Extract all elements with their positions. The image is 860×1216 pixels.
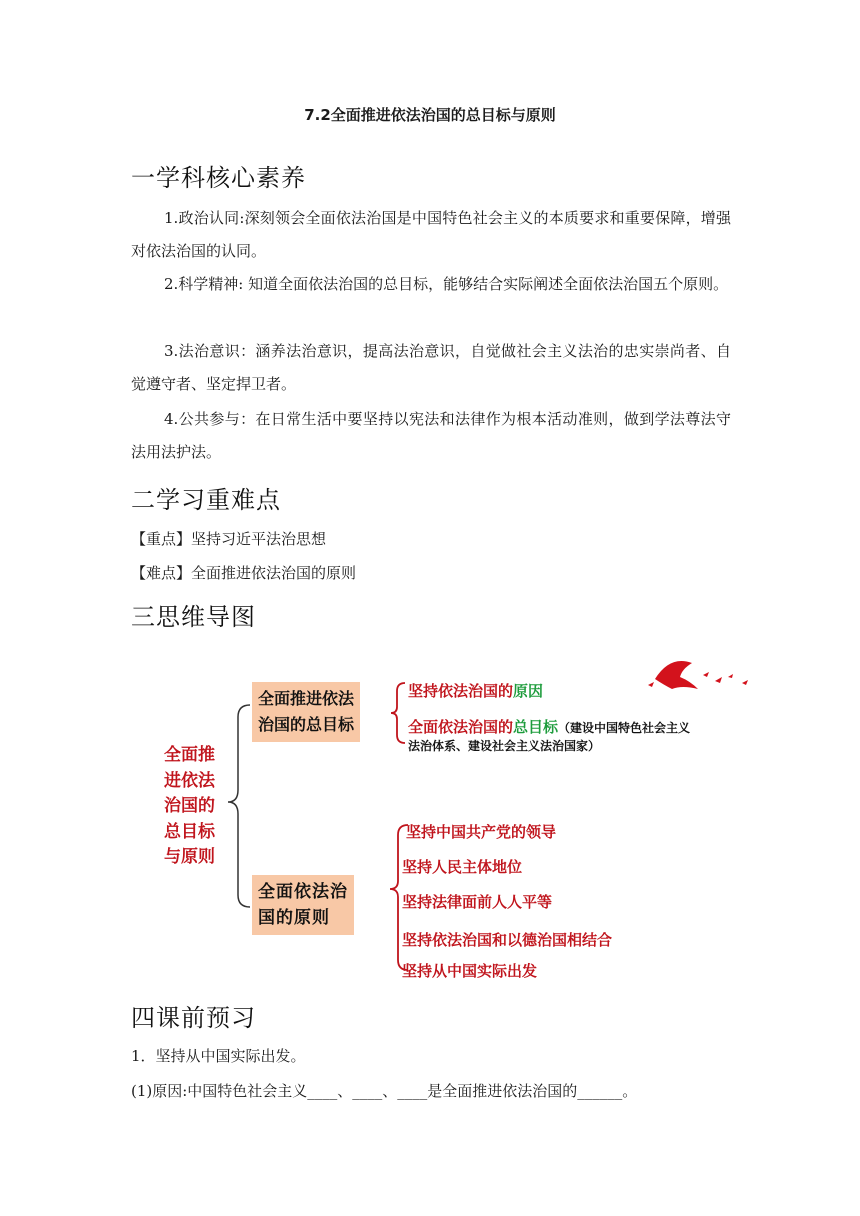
difficult-point: 【难点】全面推进依法治国的原则 (131, 564, 357, 582)
section-heading-preview: 四课前预习 (131, 1004, 256, 1032)
literacy-item-3: 3.法治意识：涵养法治意识，提高法治意识，自觉做社会主义法治的忠实崇尚者、自觉遵守者、坚定捍卫者。 (131, 342, 731, 393)
branch-principles: 全面依法治 国的原则 (252, 875, 354, 935)
mind-map (150, 655, 770, 985)
preview-question-1-1: (1)原因:中国特色社会主义____、____、____是全面推进依法治国的______。 (131, 1082, 638, 1100)
document-title: 7.2全面推进依法治国的总目标与原则 (304, 106, 556, 124)
section-heading-mind-map: 三思维导图 (131, 603, 256, 631)
branch-general-goal: 全面推进依法 治国的总目标 (252, 682, 360, 742)
literacy-item-1: 1.政治认同:深刻领会全面依法治国是中国特色社会主义的本质要求和重要保障，增强对依法治国的认同。 (131, 209, 731, 260)
section-heading-key-points: 二学习重难点 (131, 486, 281, 514)
preview-question-1: 1．坚持从中国实际出发。 (131, 1047, 306, 1065)
literacy-item-2: 2.科学精神: 知道全面依法治国的总目标，能够结合实际阐述全面依法治国五个原则。 (164, 275, 729, 293)
goal-item-reason: 坚持依法治国的原因 (408, 682, 544, 700)
section-heading-core-literacy: 一学科核心素养 (131, 164, 306, 192)
flying-birds-icon (648, 661, 748, 689)
mind-map-root: 全面推 进依法 治国的 总目标 与原则 (164, 745, 215, 867)
goal-item-target-note: 法治体系、建设社会主义法治国家） (408, 739, 601, 753)
principle-item: 坚持人民主体地位 (402, 858, 523, 876)
key-point: 【重点】坚持习近平法治思想 (131, 530, 327, 548)
goal-item-target: 全面依法治国的总目标（建设中国特色社会主义 (408, 718, 691, 736)
principle-item: 坚持中国共产党的领导 (406, 823, 557, 841)
literacy-item-4: 4.公共参与：在日常生活中要坚持以宪法和法律作为根本活动准则，做到学法尊法守法用法护法。 (131, 410, 731, 461)
principle-item: 坚持从中国实际出发 (402, 962, 538, 980)
principle-item: 坚持依法治国和以德治国相结合 (402, 931, 613, 949)
principle-item: 坚持法律面前人人平等 (402, 893, 553, 911)
